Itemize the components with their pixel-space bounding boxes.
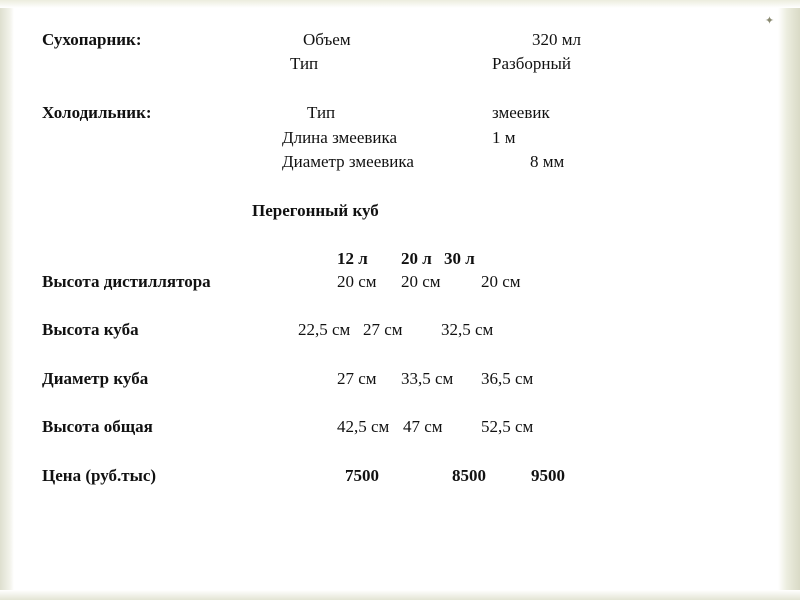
cooler-length-label: Длина змеевика bbox=[282, 128, 398, 147]
cube-row-label: Высота куба bbox=[42, 320, 139, 339]
dryer-volume-label: Объем bbox=[303, 30, 351, 49]
cube-row-label: Цена (руб.тыс) bbox=[42, 466, 157, 485]
dryer-type-label: Тип bbox=[290, 54, 319, 73]
cube-column-header: 30 л bbox=[444, 249, 475, 268]
cube-cell: 20 см bbox=[401, 272, 441, 291]
cube-cell: 9500 bbox=[531, 466, 565, 485]
cube-column-header: 12 л bbox=[337, 249, 368, 268]
dryer-volume-value: 320 мл bbox=[532, 30, 581, 49]
slide-frame-bottom bbox=[0, 590, 800, 600]
cube-cell: 47 см bbox=[403, 417, 443, 436]
cube-row-label: Высота дистиллятора bbox=[42, 272, 211, 291]
cube-row-label: Высота общая bbox=[42, 417, 153, 436]
cooler-label: Холодильник: bbox=[42, 103, 152, 122]
cube-cell: 52,5 см bbox=[481, 417, 534, 436]
cube-cell: 32,5 см bbox=[441, 320, 494, 339]
cooler-type-label: Тип bbox=[307, 103, 336, 122]
dryer-type-value: Разборный bbox=[492, 54, 571, 73]
slide-frame-top bbox=[0, 0, 800, 8]
cube-cell: 27 см bbox=[363, 320, 403, 339]
cube-cell: 27 см bbox=[337, 369, 377, 388]
cooler-type-value: змеевик bbox=[492, 103, 550, 122]
cube-cell: 20 см bbox=[481, 272, 521, 291]
dryer-label: Сухопарник: bbox=[42, 30, 142, 49]
cooler-diameter-value: 8 мм bbox=[530, 152, 565, 171]
cube-title: Перегонный куб bbox=[252, 201, 379, 220]
cube-cell: 42,5 см bbox=[337, 417, 390, 436]
slide-frame-right bbox=[778, 0, 800, 600]
cube-column-header: 20 л bbox=[401, 249, 432, 268]
cooler-diameter-label: Диаметр змеевика bbox=[282, 152, 414, 171]
four-point-star-icon: ✦ bbox=[764, 14, 775, 27]
cube-cell: 36,5 см bbox=[481, 369, 534, 388]
cube-cell: 7500 bbox=[345, 466, 379, 485]
cooler-length-value: 1 м bbox=[492, 128, 516, 147]
cube-cell: 33,5 см bbox=[401, 369, 454, 388]
cube-cell: 20 см bbox=[337, 272, 377, 291]
cube-row-label: Диаметр куба bbox=[42, 369, 149, 388]
slide-frame-left bbox=[0, 0, 14, 600]
cube-cell: 8500 bbox=[452, 466, 486, 485]
cube-cell: 22,5 см bbox=[298, 320, 351, 339]
